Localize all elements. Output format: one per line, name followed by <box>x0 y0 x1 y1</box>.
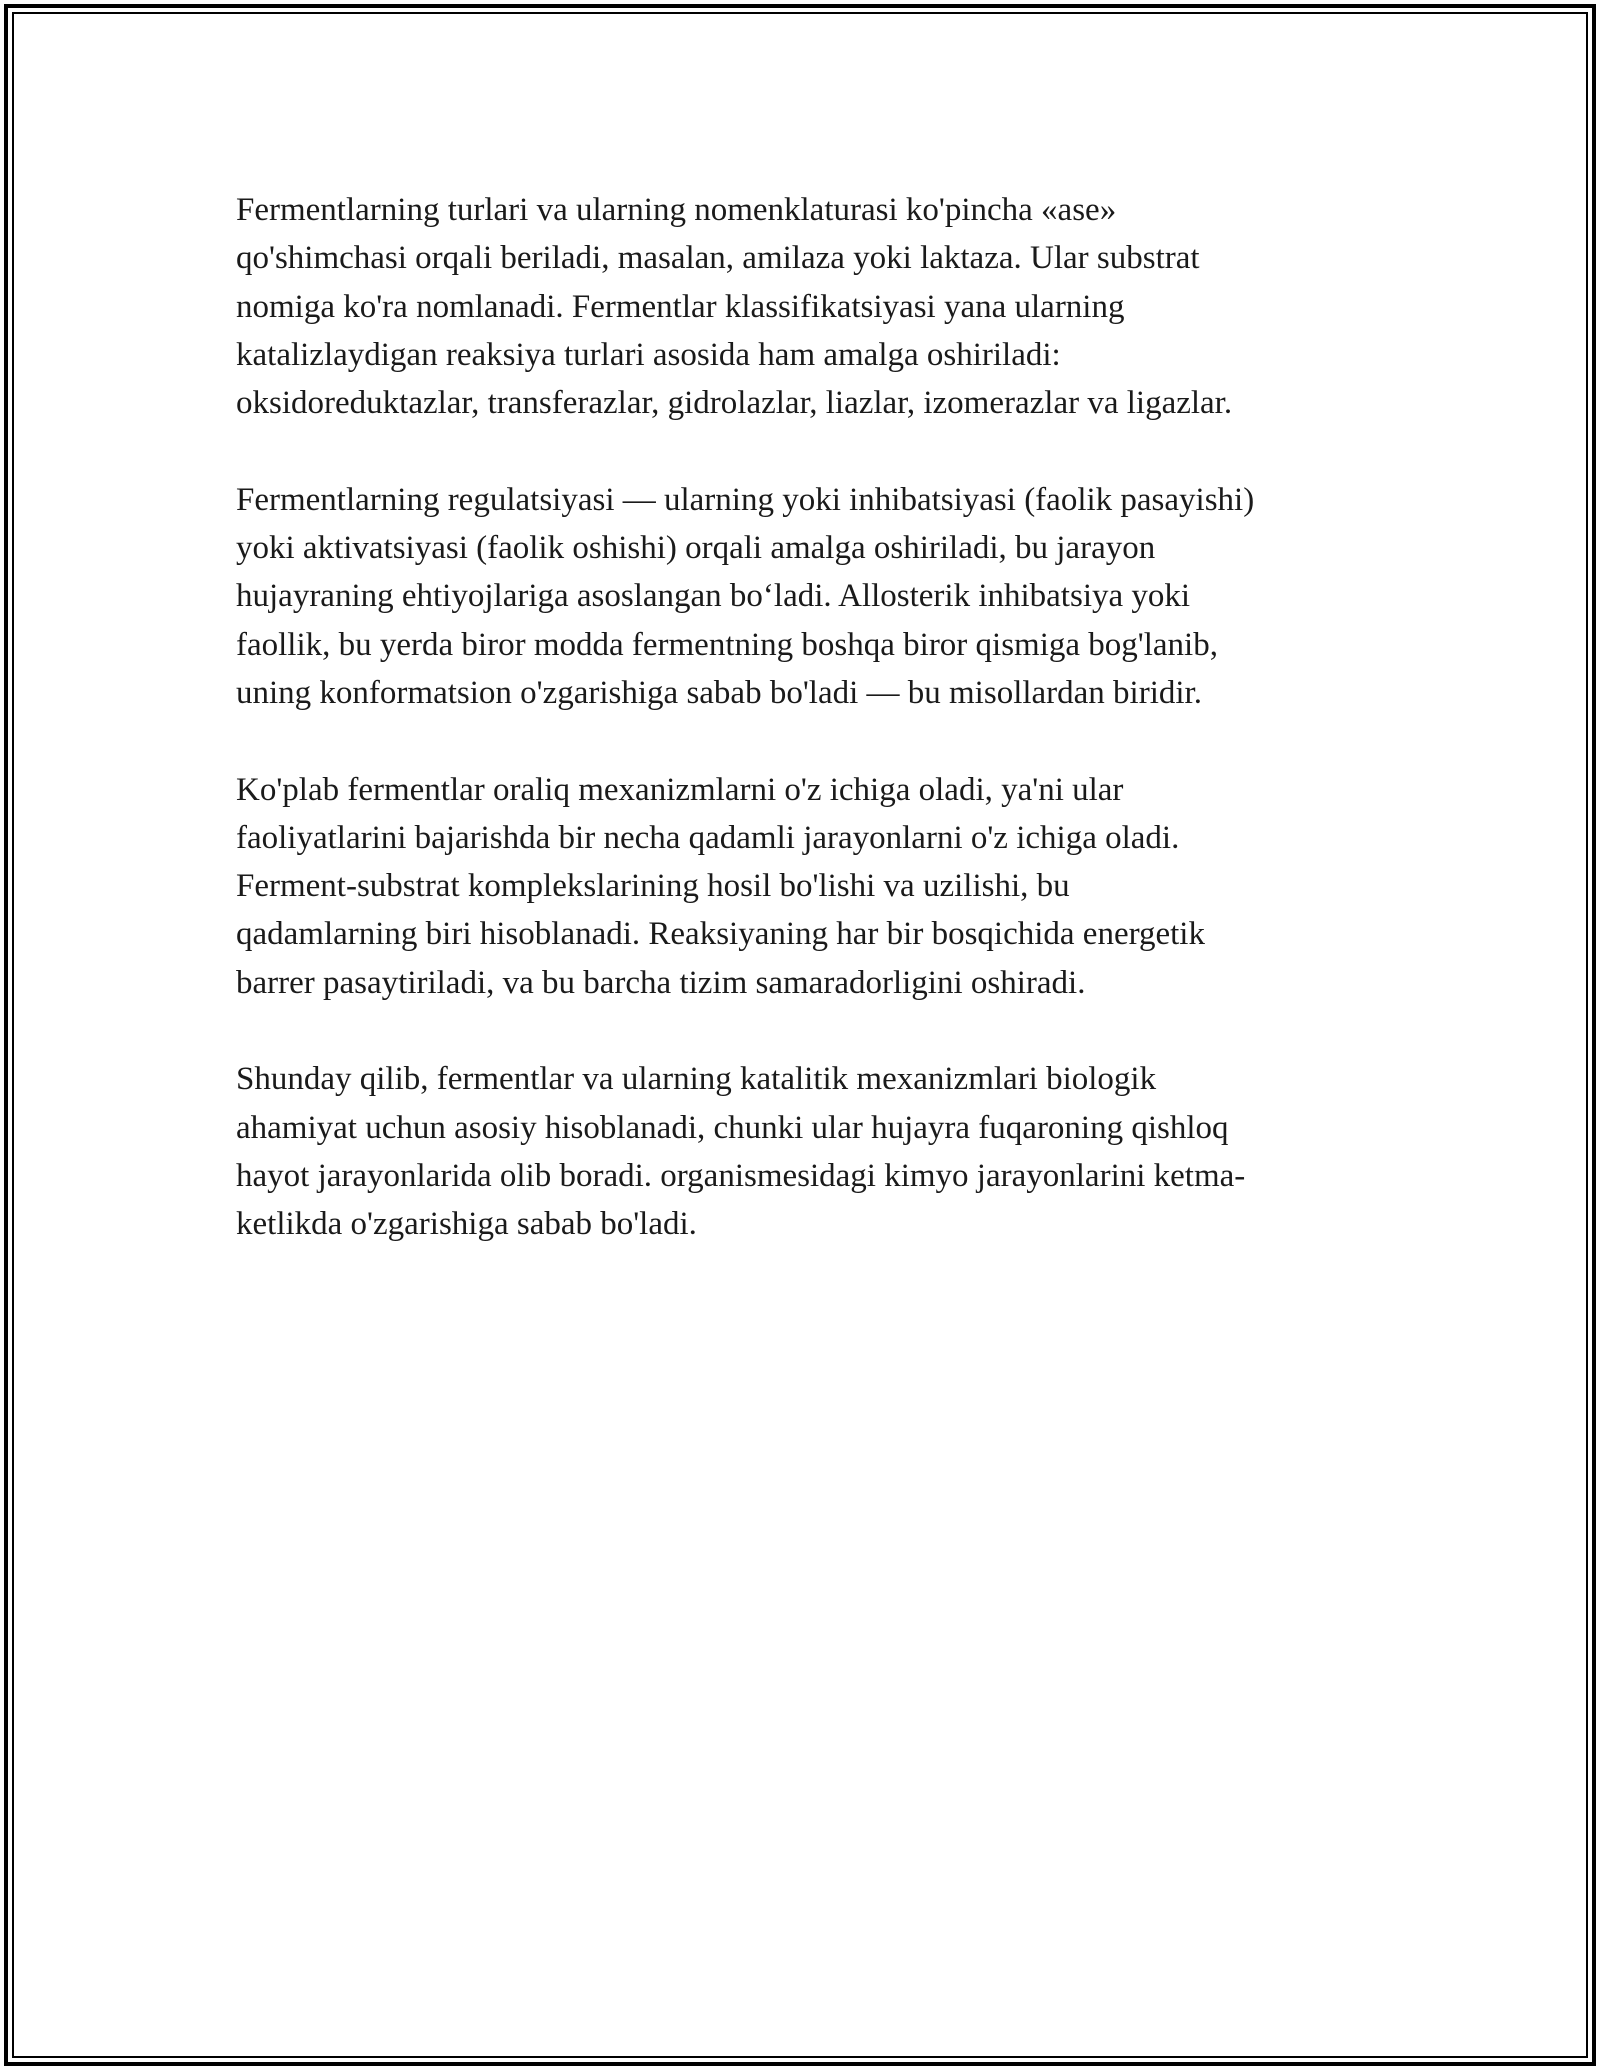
paragraph-conclusion <box>236 1055 1376 1248</box>
text-line: ketlikda o'zgarishiga sabab bo'ladi. <box>236 1206 697 1243</box>
text-line: qo'shimchasi orqali beriladi, masalan, amilaza yoki laktaza. Ular substrat <box>236 240 1200 277</box>
text-line: katalizlaydigan reaksiya turlari asosida ham amalga oshiriladi: <box>236 336 1061 373</box>
text-line: faollik, bu yerda biror modda fermentning boshqa biror qismiga bog'lanib, <box>236 626 1218 663</box>
text-line: hayot jarayonlarida olib boradi. organismesidagi kimyo jarayonlarini ketma- <box>236 1157 1246 1194</box>
text-line: qadamlarning biri hisoblanadi. Reaksiyaning har bir bosqichida energetik <box>236 916 1205 953</box>
text-line: Fermentlarning regulatsiyasi — ularning yoki inhibatsiyasi (faolik pasayishi) <box>236 481 1255 518</box>
text-line: nomiga ko'ra nomlanadi. Fermentlar klassifikatsiyasi yana ularning <box>236 288 1125 325</box>
text-line: Ko'plab fermentlar oraliq mexanizmlarni o'z ichiga oladi, ya'ni ular <box>236 771 1124 808</box>
text-line: faoliyatlarini bajarishda bir necha qadamli jarayonlarni o'z ichiga oladi. <box>236 819 1180 856</box>
paragraph-enzyme-regulation <box>236 476 1376 717</box>
text-line: oksidoreduktazlar, transferazlar, gidrolazlar, liazlar, izomerazlar va ligazlar. <box>236 385 1233 422</box>
paragraph-intermediate-mechanisms <box>236 766 1376 1007</box>
text-line: yoki aktivatsiyasi (faolik oshishi) orqali amalga oshiriladi, bu jarayon <box>236 530 1156 567</box>
text-line: hujayraning ehtiyojlariga asoslangan bo‘ladi. Allosterik inhibatsiya yoki <box>236 578 1191 615</box>
text-line: Fermentlarning turlari va ularning nomenklaturasi ko'pincha «ase» <box>236 192 1117 228</box>
text-line: uning konformatsion o'zgarishiga sabab bo'ladi — bu misollardan biridir. <box>236 674 1202 711</box>
text-line: barrer pasaytiriladi, va bu barcha tizim samaradorligini oshiradi. <box>236 964 1086 1001</box>
text-line: Ferment-substrat komplekslarining hosil bo'lishi va uzilishi, bu <box>236 868 1070 905</box>
text-line: ahamiyat uchun asosiy hisoblanadi, chunki ular hujayra fuqaroning qishloq <box>236 1109 1229 1146</box>
text-line: Shunday qilib, fermentlar va ularning katalitik mexanizmlari biologik <box>236 1061 1157 1098</box>
paragraph-enzyme-nomenclature <box>236 186 1376 427</box>
document-body <box>236 186 1376 1297</box>
